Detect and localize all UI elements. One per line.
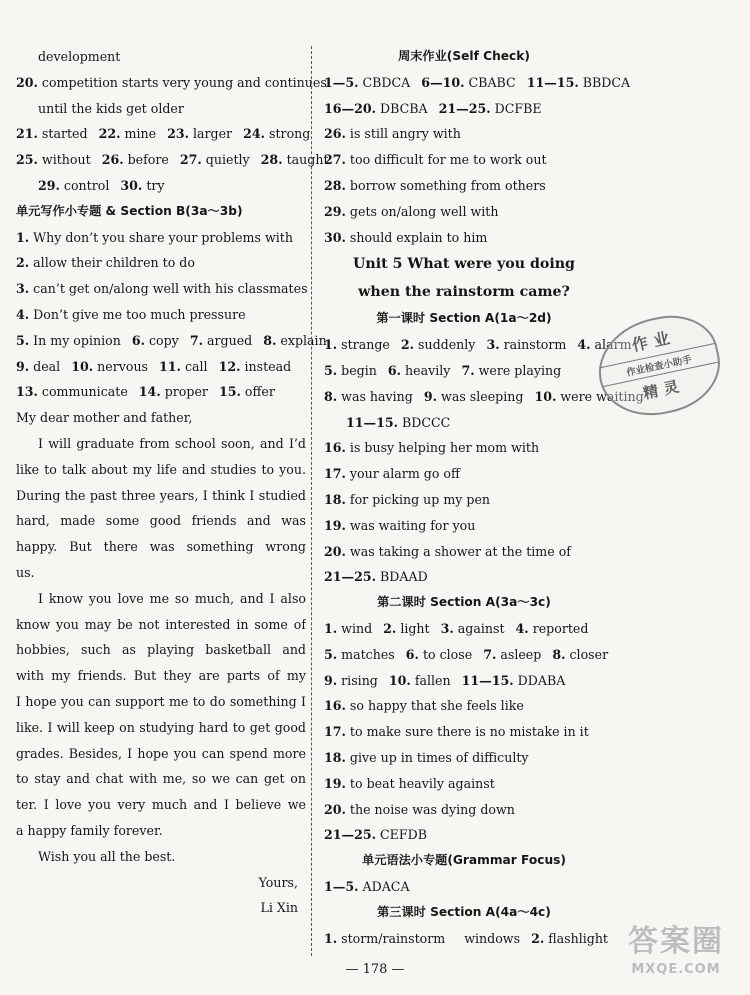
answer-line: 29. gets on/along well with [324, 203, 499, 219]
answer-line: 1—5. CBDCA 6—10. CBABC 11—15. BBDCA [324, 74, 631, 90]
letter-line: I hope you can support me to do something I [16, 693, 306, 709]
answer-line: 28. borrow something from others [324, 177, 546, 193]
answer-line: 20. was taking a shower at the time of [324, 543, 571, 559]
answer-line: 16—20. DBCBA 21—25. DCFBE [324, 100, 542, 116]
answer-line: development [38, 49, 121, 64]
letter-line: I know you love me so much, and I also [38, 590, 306, 606]
letter-line: I will graduate from school soon, and I’d [38, 435, 306, 451]
letter-line: to stay and chat with me, so we can get on [16, 771, 306, 787]
section-heading: 单元语法小专题(Grammar Focus) [362, 853, 566, 868]
answer-line: 20. competition starts very young and continues [16, 74, 327, 90]
right-column [324, 44, 644, 951]
letter-line: ter. I love you very much and I believe we [16, 797, 306, 813]
section-heading: 第一课时 Section A(1a～2d) [376, 311, 552, 326]
answer-line: 5. matches 6. to close 7. asleep 8. closer [324, 646, 609, 662]
answer-line: 16. is busy helping her mom with [324, 440, 540, 456]
letter-line: like to talk about my life and studies to you. [16, 461, 306, 477]
answer-line: 21. started 22. mine 23. larger 24. strong [16, 126, 311, 142]
answer-line: 9. rising 10. fallen 11—15. DDABA [324, 672, 566, 688]
answer-line: 3. can’t get on/along well with his classmates [16, 281, 308, 297]
answer-line: 19. was waiting for you [324, 517, 476, 533]
answer-line: 18. give up in times of difficulty [324, 749, 529, 765]
answer-line: 30. should explain to him [324, 229, 488, 245]
answer-line: 20. the noise was dying down [324, 801, 515, 817]
letter-signature: Li Xin [260, 900, 298, 916]
answer-line: 18. for picking up my pen [324, 491, 491, 507]
answer-line: 2. allow their children to do [16, 255, 195, 271]
section-heading: 周末作业(Self Check) [398, 49, 530, 63]
answer-line: 29. control 30. try [38, 177, 165, 193]
stamp-logo: 作业 作业检查小助手 精灵 [589, 306, 728, 425]
letter-line: happy. But there was something wrong [16, 539, 306, 555]
letter-line: like. I will keep on studying hard to get good [16, 719, 306, 735]
answer-line: 4. Don’t give me too much pressure [16, 306, 246, 322]
column-divider [311, 46, 312, 956]
letter-line: a happy family forever. [16, 822, 163, 838]
answer-line: 8. was having 9. was sleeping 10. were waiting [324, 388, 644, 404]
letter-line: hard, made some good friends and was [16, 513, 306, 529]
letter-line: hobbies, such as playing basketball and [16, 642, 306, 658]
answer-line: 1. storm/rainstorm windows 2. flashlight [324, 930, 608, 946]
letter-line: with my friends. But they are parts of my [16, 668, 306, 684]
letter-wish: Wish you all the best. [38, 848, 176, 864]
answer-line: 9. deal 10. nervous 11. call 12. instead [16, 358, 292, 374]
answer-line: 17. your alarm go off [324, 466, 460, 482]
letter-line: us. [16, 564, 35, 580]
answer-line: until the kids get older [38, 100, 184, 116]
section-heading: 单元写作小专题 & Section B(3a～3b) [16, 203, 243, 218]
answer-line: 21—25. BDAAD [324, 569, 428, 585]
left-column [16, 44, 329, 921]
letter-line: During the past three years, I think I studied [16, 487, 306, 503]
letter-closing: Yours, [258, 874, 298, 890]
answer-line: 1. Why don’t you share your problems with [16, 229, 293, 245]
answer-line: 1—5. ADACA [324, 878, 410, 894]
answer-line: 1. wind 2. light 3. against 4. reported [324, 620, 589, 636]
section-heading: 第二课时 Section A(3a～3c) [377, 595, 551, 610]
answer-line: 17. to make sure there is no mistake in it [324, 724, 589, 740]
answer-line: 21—25. CEFDB [324, 827, 427, 843]
answer-line: 5. begin 6. heavily 7. were playing [324, 362, 562, 378]
answer-line: 1. strange 2. suddenly 3. rainstorm 4. alarm [324, 337, 632, 353]
answer-line: 13. communicate 14. proper 15. offer [16, 384, 275, 400]
answer-line: 26. is still angry with [324, 126, 461, 142]
unit-title: when the rainstorm came? [358, 284, 570, 301]
answer-line: 5. In my opinion 6. copy 7. argued 8. explain [16, 332, 327, 348]
answer-line: 27. too difficult for me to work out [324, 152, 547, 168]
answer-line: 11—15. BDCCC [346, 414, 451, 430]
section-heading: 第三课时 Section A(4a～4c) [377, 904, 551, 919]
watermark-logo: 答案圈 MXQE.COM [628, 924, 724, 977]
answer-line: 16. so happy that she feels like [324, 698, 524, 714]
letter-line: know you may be not interested in some of [16, 616, 306, 632]
page-number: — 178 — [345, 962, 405, 977]
unit-title: Unit 5 What were you doing [353, 256, 575, 273]
letter-line: grades. Besides, I hope you can spend more [16, 745, 306, 761]
answer-line: 25. without 26. before 27. quietly 28. taught [16, 152, 329, 168]
answer-line: 19. to beat heavily against [324, 775, 495, 791]
letter-greeting: My dear mother and father, [16, 410, 193, 426]
